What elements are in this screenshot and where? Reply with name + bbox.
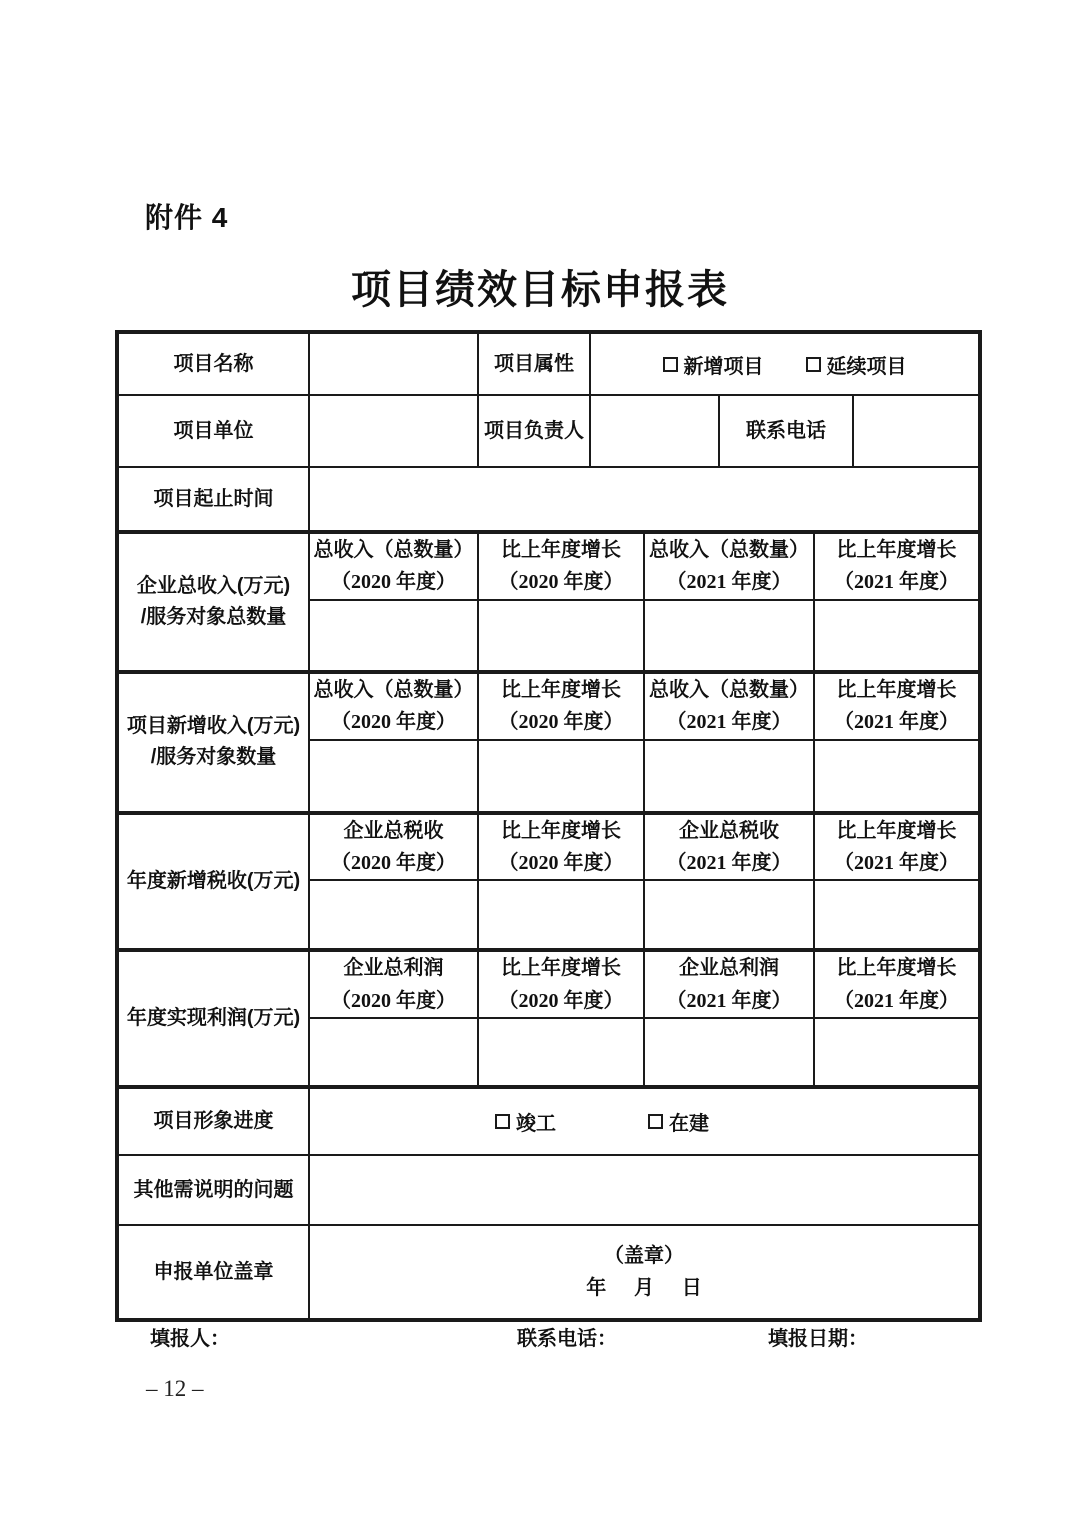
section-label-line1: 年度实现利润(万元) <box>126 1007 301 1030</box>
other-issues-input-cell <box>309 1155 980 1225</box>
section-new-tax-header-row <box>117 813 980 881</box>
project-manager-input-cell <box>590 395 719 467</box>
input-cell <box>309 600 478 672</box>
project-manager-label: 项目负责人 <box>478 395 590 467</box>
header-line2: （2021 年度） <box>666 989 792 1012</box>
footer-date-label: 填报日期： <box>768 1328 868 1350</box>
header-line2: （2021 年度） <box>666 851 792 874</box>
row-project-name <box>117 332 980 395</box>
header-line1: 企业总利润 <box>343 957 444 980</box>
section-label-line1: 年度新增税收(万元) <box>126 869 301 892</box>
column-header <box>814 813 980 881</box>
input-cell <box>478 1018 644 1087</box>
checkbox-completed-label: 竣工 <box>516 1113 557 1136</box>
input-cell <box>644 1018 814 1087</box>
project-period-label: 项目起止时间 <box>117 467 309 532</box>
column-header <box>309 950 478 1018</box>
input-cell <box>814 1018 980 1087</box>
header-line1: 比上年度增长 <box>501 678 621 701</box>
declaration-form-table <box>115 330 982 1322</box>
header-line1: 比上年度增长 <box>836 957 957 980</box>
header-line1: 比上年度增长 <box>501 539 621 561</box>
header-line1: 比上年度增长 <box>836 539 957 561</box>
header-line2: （2021 年度） <box>834 851 960 874</box>
progress-options <box>312 1107 976 1136</box>
column-header <box>309 813 478 881</box>
project-unit-input-cell <box>309 395 478 467</box>
header-line2: （2021 年度） <box>834 711 960 734</box>
header-line1: 比上年度增长 <box>501 957 621 980</box>
section-new-revenue-label <box>117 672 309 813</box>
section-new-tax-label <box>117 813 309 951</box>
input-cell <box>478 740 644 813</box>
section-profit-header-row <box>117 950 980 1018</box>
section-label-line1: 项目新增收入(万元) <box>126 715 301 738</box>
header-line2: （2020 年度） <box>331 851 456 874</box>
progress-options-cell <box>309 1087 980 1155</box>
input-cell <box>478 600 644 672</box>
input-cell <box>814 600 980 672</box>
project-attr-label: 项目属性 <box>478 332 590 395</box>
header-line2: （2020 年度） <box>331 989 456 1012</box>
column-header <box>814 950 980 1018</box>
checkbox-continue-project <box>806 350 907 379</box>
seal-date-line: 年 月 日 <box>586 1277 702 1300</box>
filler-label: 填报人： <box>150 1328 230 1350</box>
section-profit-label <box>117 950 309 1087</box>
header-line2: （2021 年度） <box>834 989 960 1012</box>
header-line2: （2021 年度） <box>666 571 792 594</box>
input-cell <box>644 600 814 672</box>
checkbox-icon <box>806 357 821 372</box>
seal-label: 申报单位盖章 <box>117 1225 309 1320</box>
column-header <box>814 672 980 740</box>
header-line1: 企业总税收 <box>679 819 779 842</box>
header-line1: 比上年度增长 <box>501 819 621 842</box>
row-progress <box>117 1087 980 1155</box>
header-line2: （2020 年度） <box>331 711 456 734</box>
column-header <box>644 532 814 600</box>
row-seal <box>117 1225 980 1320</box>
checkbox-under-construction-label: 在建 <box>669 1113 710 1136</box>
section-total-revenue-label <box>117 532 309 672</box>
section-total-revenue-header-row <box>117 532 980 600</box>
header-line2: （2020 年度） <box>331 571 456 594</box>
checkbox-under-construction <box>648 1107 709 1136</box>
row-project-period <box>117 467 980 532</box>
section-new-revenue-header-row <box>117 672 980 740</box>
header-line1: 比上年度增长 <box>836 678 957 701</box>
column-header <box>478 813 644 881</box>
header-line2: （2020 年度） <box>498 851 624 874</box>
input-cell <box>644 880 814 950</box>
project-name-label: 项目名称 <box>117 332 309 395</box>
header-line1: 比上年度增长 <box>836 819 957 842</box>
input-cell <box>309 1018 478 1087</box>
column-header <box>309 672 478 740</box>
header-line2: （2020 年度） <box>498 571 624 594</box>
header-line2: （2021 年度） <box>666 711 792 734</box>
project-unit-label: 项目单位 <box>117 395 309 467</box>
column-header <box>814 532 980 600</box>
column-header <box>644 950 814 1018</box>
row-other-issues <box>117 1155 980 1225</box>
header-line1: 企业总税收 <box>343 819 444 842</box>
header-line2: （2020 年度） <box>498 711 624 734</box>
progress-label: 项目形象进度 <box>117 1087 309 1155</box>
project-name-input-cell <box>309 332 478 395</box>
other-issues-label: 其他需说明的问题 <box>117 1155 309 1225</box>
input-cell <box>814 740 980 813</box>
contact-phone-input-cell <box>853 395 980 467</box>
column-header <box>644 672 814 740</box>
checkbox-completed <box>495 1107 556 1136</box>
project-period-input-cell <box>309 467 980 532</box>
input-cell <box>309 880 478 950</box>
header-line1: 企业总利润 <box>679 957 779 980</box>
seal-cell <box>309 1225 980 1320</box>
seal-note: （盖章） <box>604 1245 685 1268</box>
input-cell <box>309 740 478 813</box>
contact-phone-label: 联系电话 <box>719 395 853 467</box>
header-line1: 总收入（总数量） <box>649 539 809 561</box>
footer-phone-label: 联系电话： <box>517 1328 617 1350</box>
attachment-label: 附件 4 <box>145 202 229 233</box>
column-header <box>478 672 644 740</box>
header-line2: （2020 年度） <box>498 989 624 1012</box>
checkbox-icon <box>495 1114 510 1129</box>
header-line1: 总收入（总数量） <box>649 678 809 701</box>
input-cell <box>814 880 980 950</box>
project-attr-options <box>593 350 976 379</box>
input-cell <box>644 740 814 813</box>
input-cell <box>478 880 644 950</box>
checkbox-icon <box>663 357 678 372</box>
row-project-unit <box>117 395 980 467</box>
header-line1: 总收入（总数量） <box>313 678 474 701</box>
checkbox-new-project-label: 新增项目 <box>683 355 764 378</box>
page-title: 项目绩效目标申报表 <box>351 268 729 312</box>
column-header <box>309 532 478 600</box>
header-line2: （2021 年度） <box>834 571 960 594</box>
section-label-line2: /服务对象总数量 <box>140 605 287 628</box>
column-header <box>644 813 814 881</box>
page-number: – 12 – <box>146 1376 204 1401</box>
header-line1: 总收入（总数量） <box>313 539 474 561</box>
column-header <box>478 532 644 600</box>
checkbox-continue-project-label: 延续项目 <box>826 355 907 378</box>
section-label-line1: 企业总收入(万元) <box>136 574 291 597</box>
project-attr-options-cell <box>590 332 980 395</box>
column-header <box>478 950 644 1018</box>
checkbox-new-project <box>663 350 764 379</box>
section-label-line2: /服务对象数量 <box>150 746 277 769</box>
checkbox-icon <box>648 1114 663 1129</box>
